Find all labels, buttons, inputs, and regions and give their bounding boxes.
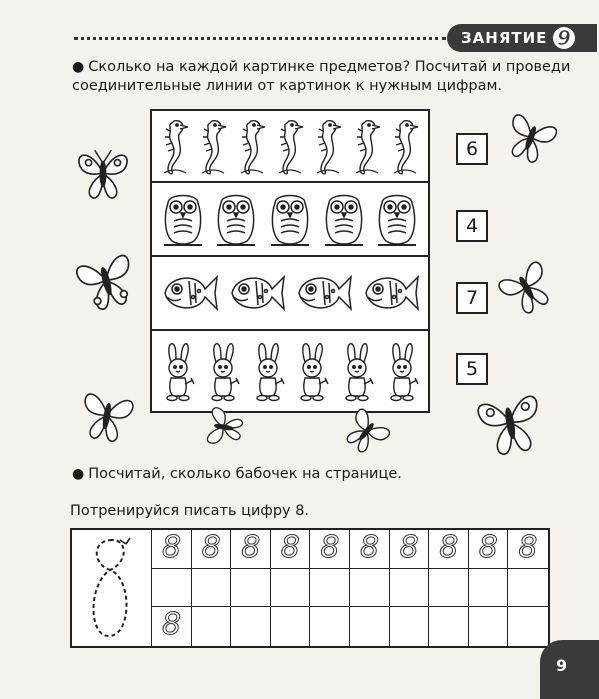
tracing-cell[interactable] (508, 607, 548, 646)
owl-icon (323, 189, 365, 249)
tracing-cell[interactable] (469, 530, 509, 569)
butterfly-icon (72, 246, 140, 314)
header-dotted-rule (74, 37, 446, 40)
fish-icon (295, 267, 353, 319)
owl-icon (215, 189, 257, 249)
tracing-cell[interactable] (390, 607, 430, 646)
tracing-cell[interactable] (429, 530, 469, 569)
lesson-label: ЗАНЯТИЕ (461, 29, 548, 47)
tracing-cell[interactable] (271, 607, 311, 646)
tracing-cell[interactable] (350, 530, 390, 569)
tracing-cell[interactable] (429, 607, 469, 646)
seahorse-icon (198, 115, 228, 177)
butterfly-icon (340, 406, 394, 456)
rabbit-icon (251, 340, 285, 402)
tracing-cell[interactable] (231, 569, 271, 608)
owl-icon (376, 189, 418, 249)
butterfly-icon (72, 384, 142, 446)
number-box[interactable]: 7 (456, 282, 488, 314)
bullet-icon: ● (72, 466, 85, 482)
tracing-cell[interactable] (508, 530, 548, 569)
owl-icon (269, 189, 311, 249)
tracing-cell[interactable] (429, 569, 469, 608)
dotted-digit-eight: 8 (201, 530, 221, 565)
tracing-cell[interactable] (350, 569, 390, 608)
tracing-cell[interactable] (390, 569, 430, 608)
tracing-cell[interactable] (390, 530, 430, 569)
task-count-butterflies-text: Посчитай, сколько бабочек на странице. (88, 466, 402, 482)
task-write-digit: Потренируйся писать цифру 8. (70, 503, 310, 519)
tracing-cell[interactable] (231, 530, 271, 569)
page-corner-tab (540, 640, 599, 699)
picture-grid (150, 109, 430, 413)
butterfly-icon (502, 108, 560, 166)
tracing-cell[interactable] (350, 607, 390, 646)
task-count-butterflies (72, 465, 512, 484)
picture-row-fish (152, 257, 428, 331)
tracing-cell[interactable] (152, 530, 192, 569)
tracing-cell[interactable] (310, 530, 350, 569)
number-box[interactable]: 6 (456, 133, 488, 165)
tracing-cell[interactable] (271, 530, 311, 569)
dotted-digit-eight: 8 (399, 530, 419, 565)
rabbit-icon (295, 340, 329, 402)
fish-icon (228, 267, 286, 319)
butterfly-icon (496, 257, 556, 317)
dotted-digit-eight: 8 (478, 530, 498, 565)
rabbit-icon (161, 340, 195, 402)
tracing-cell[interactable] (310, 607, 350, 646)
dotted-digit-eight: 8 (320, 530, 340, 565)
tracing-cell[interactable] (192, 569, 232, 608)
task-count-objects-text: Сколько на каждой картинке предметов? Посчитай и проведи соединительные линии от картинок к нужным цифрам. (72, 59, 571, 94)
lesson-number: 9 (553, 27, 575, 49)
dotted-digit-eight: 8 (162, 530, 182, 565)
seahorse-icon (275, 115, 305, 177)
tracing-cell[interactable] (192, 530, 232, 569)
number-box[interactable]: 4 (456, 210, 488, 242)
dotted-digit-eight: 8 (359, 530, 380, 565)
seahorse-icon (237, 115, 267, 177)
butterfly-icon (72, 142, 134, 204)
tracing-cell[interactable] (271, 569, 311, 608)
rabbit-icon (385, 340, 419, 402)
fish-icon (161, 267, 219, 319)
lesson-tab (447, 24, 597, 52)
rabbit-icon (340, 340, 374, 402)
tracing-cell[interactable] (192, 607, 232, 646)
bullet-icon: ● (72, 59, 85, 75)
tracing-cell[interactable] (152, 569, 192, 608)
owl-icon (162, 189, 204, 249)
seahorse-icon (352, 115, 382, 177)
picture-row-seahorses (152, 111, 428, 183)
butterfly-icon (196, 404, 250, 450)
tracing-cell[interactable] (469, 607, 509, 646)
rabbit-icon (206, 340, 240, 402)
seahorse-icon (160, 115, 190, 177)
number-box[interactable]: 5 (456, 353, 488, 385)
tracing-cell[interactable] (310, 569, 350, 608)
dotted-digit-eight: 8 (241, 530, 261, 565)
task-count-objects (72, 58, 572, 96)
page-number: 9 (556, 656, 568, 675)
tracing-cell[interactable] (469, 569, 509, 608)
digit-eight-sample-icon (70, 528, 150, 648)
seahorse-icon (390, 115, 420, 177)
dotted-digit-eight: 8 (280, 530, 300, 565)
fish-icon (362, 267, 420, 319)
dotted-digit-eight: 8 (518, 530, 538, 565)
tracing-cell[interactable] (231, 607, 271, 646)
seahorse-icon (313, 115, 343, 177)
dotted-digit-eight: 8 (439, 530, 459, 565)
tracing-cell[interactable] (508, 569, 548, 608)
butterfly-icon (468, 384, 552, 460)
dotted-digit-eight: 8 (162, 607, 182, 643)
picture-row-rabbits (152, 331, 428, 411)
picture-row-owls (152, 183, 428, 257)
tracing-cell[interactable] (152, 607, 192, 646)
